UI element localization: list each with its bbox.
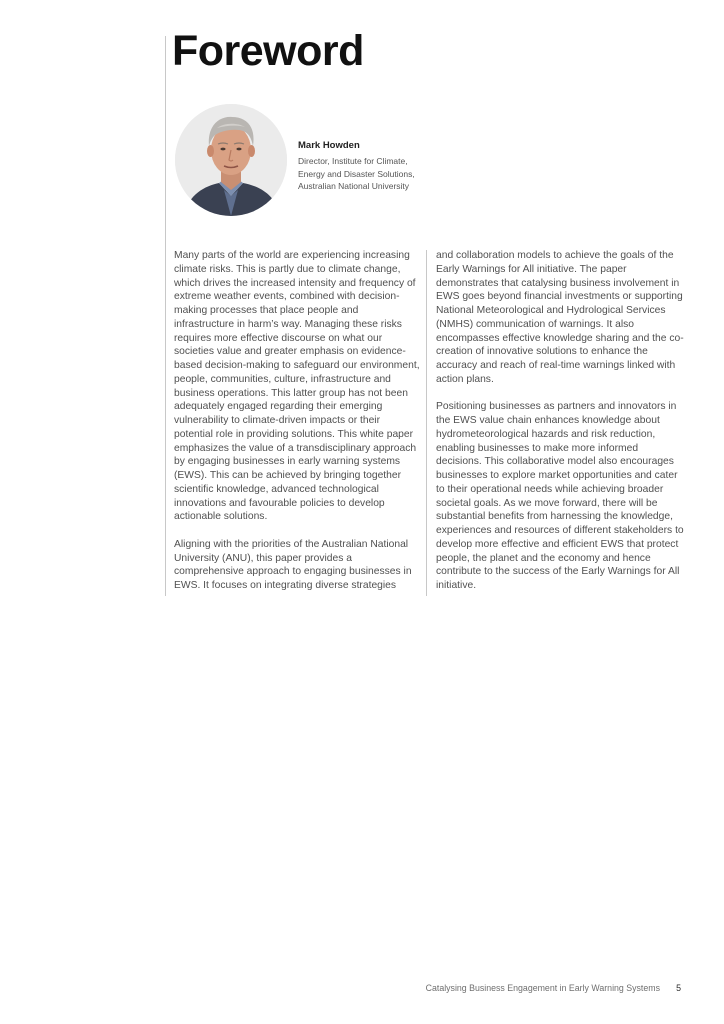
author-block [298,139,438,193]
paragraph: and collaboration models to achieve the goals of the Early Warnings for All initiative. The paper demonstrates that catalysing business involvement in EWS goes beyond financial investments or supporting National Meteorological and Hydrological Services (NMHS) communication of warnings. It also encompasses effective knowledge sharing and the co-creation of innovative solutions to enhance the accuracy and reach of real-time warnings linked with action plans. [436,250,684,385]
page-title: Foreword [172,27,364,75]
paragraph: Many parts of the world are experiencing increasing climate risks. This is partly due to climate change, which drives the increased intensity and frequency of extreme weather events, combined with decision-making processes that place people and infrastructure in harm’s way. Managing these risks requires more effective discourse on what our societies value and greater emphasis on evidence-based decision-making to safeguard our environment, people, communities, culture, infrastructure and business operations. This latter group has not been adequately engaged regarding their emerging vulnerability to climate-driven impacts or their potential role in providing solutions. This white paper emphasizes the value of a transdisciplinary approach by engaging businesses in early warning systems (EWS). This can be achieved by bringing together scientific knowledge, advanced technological innovations and favourable policies to develop actionable solutions. [174,250,420,523]
paragraph: Aligning with the priorities of the Australian National University (ANU), this paper provides a comprehensive approach to engaging businesses in EWS. It focuses on integrating diverse strategies [174,538,412,591]
page-number: 5 [676,983,681,993]
body-column-left [174,249,420,607]
page-footer [0,983,724,997]
author-portrait [175,104,287,216]
column-divider [426,250,427,596]
body-column-right [436,249,684,607]
author-role: Director, Institute for Climate, Energy and Disaster Solutions, Australian National University [298,156,415,191]
left-margin-rule [165,36,166,596]
footer-document-title: Catalysing Business Engagement in Early Warning Systems [425,983,660,993]
paragraph: Positioning businesses as partners and innovators in the EWS value chain enhances knowledge about hydrometeorological hazards and risk reduction, enabling businesses to make more informed decisions. This collaborative model also encourages businesses to explore market opportunities and cater to their operational needs while achieving broader societal goals. As we move forward, there will be substantial benefits from harnessing the knowledge, experiences and resources of different stakeholders to develop more effective and efficient EWS that protect people, the planet and the economy and hence contribute to the success of the Early Warnings for All initiative. [436,401,684,591]
author-name: Mark Howden [298,140,360,151]
